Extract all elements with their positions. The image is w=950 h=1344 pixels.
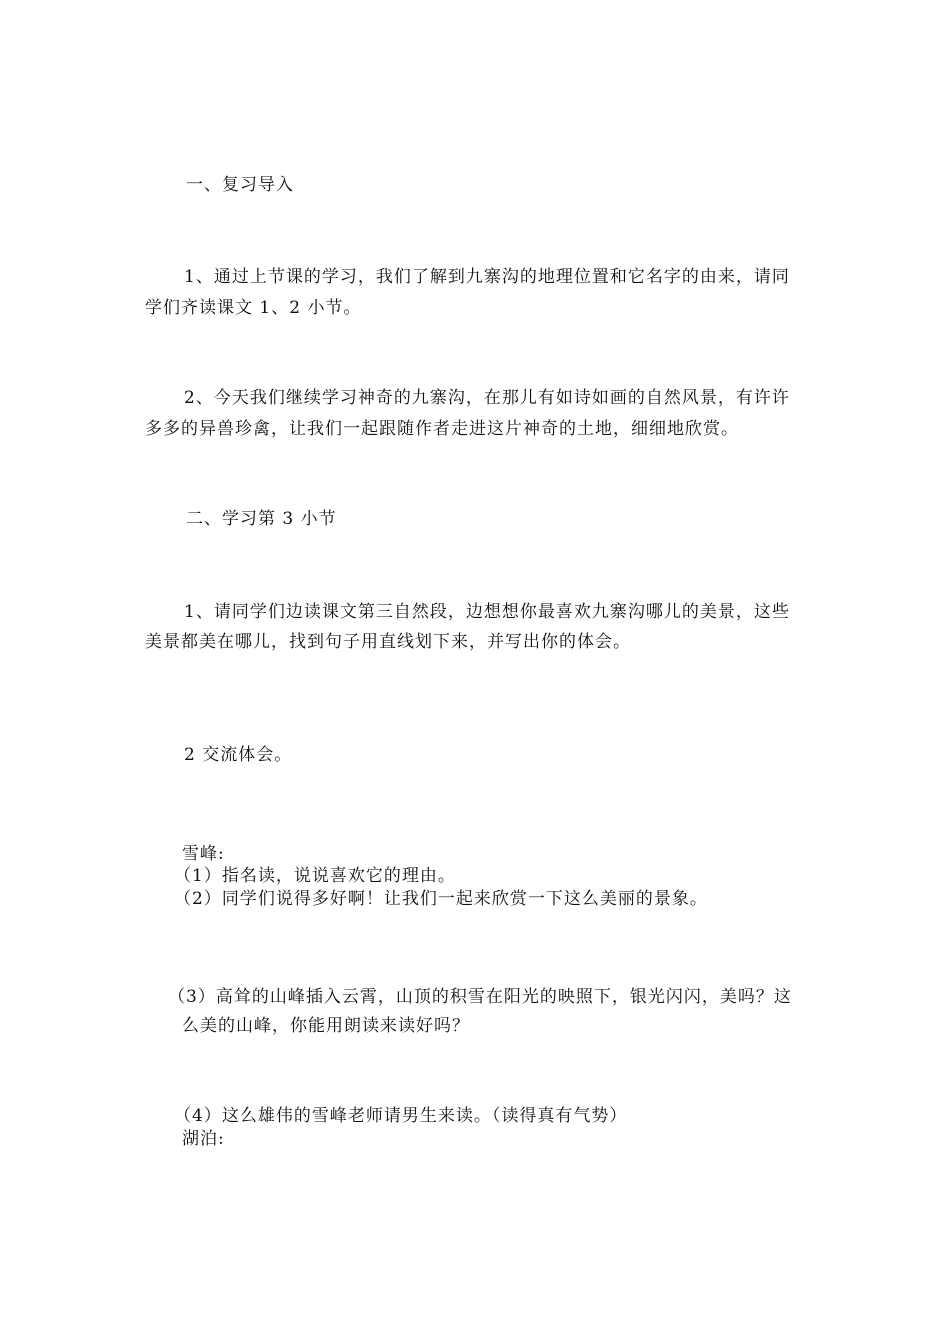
paragraph-study-1-line-2: 美景都美在哪儿，找到句子用直线划下来，并写出你的体会。: [145, 632, 631, 652]
lake-title: 湖泊:: [182, 1129, 225, 1149]
snow-peak-item-3-line-2: 么美的山峰，你能用朗读来读好吗？: [182, 1016, 470, 1036]
paragraph-study-1-line-1: 1、请同学们边读课文第三自然段，边想想你最喜欢九寨沟哪儿的美景，这些: [184, 602, 790, 622]
paragraph-review-1-line-2: 学们齐读课文 1、2 小节。: [145, 298, 362, 318]
snow-peak-item-1: （1）指名读，说说喜欢它的理由。: [174, 866, 456, 886]
snow-peak-title: 雪峰:: [182, 844, 225, 864]
paragraph-review-1-line-1: 1、通过上节课的学习，我们了解到九寨沟的地理位置和它名字的由来，请同: [184, 267, 790, 287]
snow-peak-item-3-line-1: （3）高耸的山峰插入云霄，山顶的积雪在阳光的映照下，银光闪闪，美吗？这: [168, 987, 792, 1007]
snow-peak-item-4: （4）这么雄伟的雪峰老师请男生来读。（读得真有气势）: [174, 1106, 628, 1126]
paragraph-review-2-line-1: 2、今天我们继续学习神奇的九寨沟，在那儿有如诗如画的自然风景，有许许: [184, 388, 790, 408]
paragraph-review-2-line-2: 多多的异兽珍禽，让我们一起跟随作者走进这片神奇的土地，细细地欣赏。: [145, 419, 739, 439]
paragraph-study-2: 2 交流体会。: [184, 745, 293, 765]
section-heading-review: 一、复习导入: [186, 175, 294, 195]
section-heading-study: 二、学习第 3 小节: [186, 509, 337, 529]
snow-peak-item-2: （2）同学们说得多好啊！让我们一起来欣赏一下这么美丽的景象。: [174, 889, 708, 909]
